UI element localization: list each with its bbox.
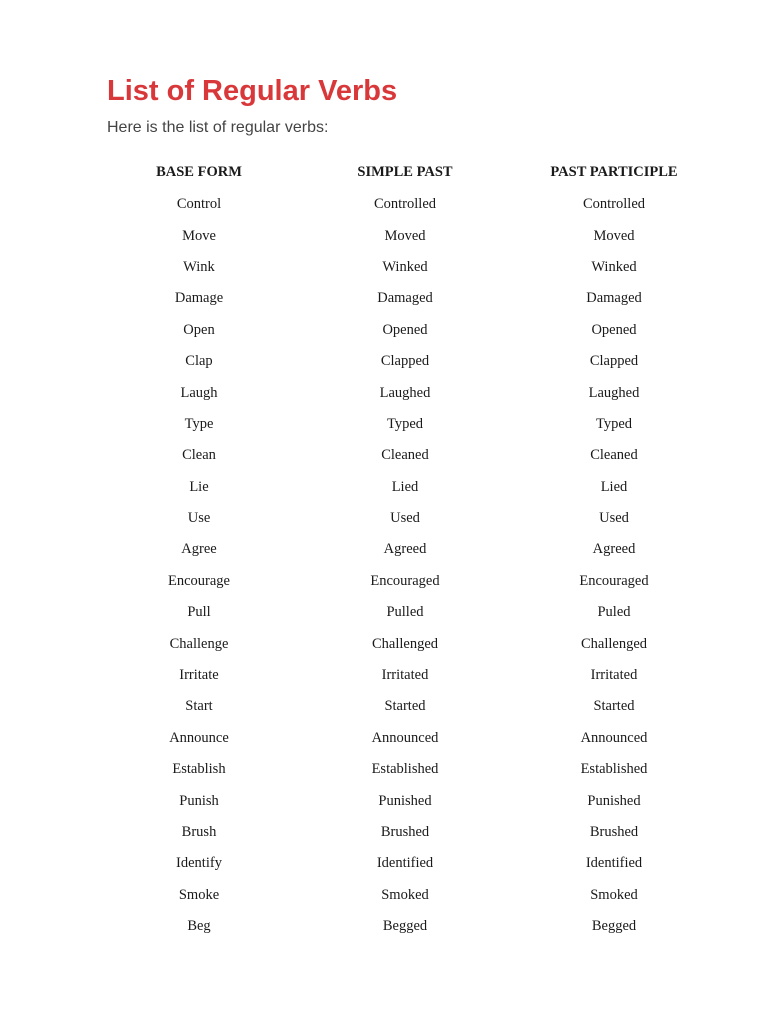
table-row	[96, 880, 720, 911]
past-participle-cell: Brushed	[589, 824, 639, 840]
header-row	[96, 156, 720, 189]
table-row	[96, 848, 720, 879]
table-row	[96, 723, 720, 754]
past-participle-cell: Irritated	[590, 667, 638, 684]
table-row	[96, 472, 720, 503]
base-form-cell: Clap	[185, 353, 213, 370]
past-participle-cell: Puled	[597, 604, 631, 621]
simple-past-cell: Laughed	[379, 384, 431, 401]
table-row	[96, 566, 720, 597]
base-form-cell: Start	[185, 698, 213, 715]
past-participle-cell: Used	[599, 510, 629, 527]
base-form-cell: Brush	[181, 824, 217, 840]
base-form-cell: Punish	[179, 792, 219, 809]
base-form-cell: Challenge	[169, 635, 229, 652]
table-row	[96, 628, 720, 659]
past-participle-cell: Started	[593, 698, 635, 715]
simple-past-cell: Used	[390, 510, 420, 527]
past-participle-cell: Announced	[580, 729, 648, 746]
base-form-cell: Laugh	[180, 384, 218, 401]
past-participle-cell: Laughed	[588, 384, 640, 401]
table-header	[96, 156, 720, 189]
header-past-participle: PAST PARTICIPLE	[550, 164, 678, 180]
past-participle-cell: Established	[580, 761, 648, 778]
simple-past-cell: Identified	[376, 855, 434, 872]
base-form-cell: Move	[182, 227, 216, 244]
simple-past-cell: Agreed	[383, 541, 427, 558]
simple-past-cell: Moved	[384, 227, 426, 244]
header-simple-past: SIMPLE PAST	[357, 164, 453, 180]
table-row	[96, 597, 720, 628]
intro-text: Here is the list of regular verbs:	[107, 119, 329, 136]
table-row	[96, 440, 720, 471]
table-row	[96, 315, 720, 346]
table-row	[96, 534, 720, 565]
simple-past-cell: Smoked	[381, 886, 429, 903]
simple-past-cell: Brushed	[380, 824, 430, 840]
base-form-cell: Lie	[189, 478, 209, 495]
past-participle-cell: Damaged	[586, 290, 642, 307]
past-participle-cell: Encouraged	[579, 572, 649, 589]
past-participle-cell: Punished	[587, 792, 641, 809]
base-form-cell: Agree	[181, 541, 217, 558]
simple-past-cell: Punished	[378, 792, 432, 809]
past-participle-cell: Identified	[585, 855, 643, 872]
simple-past-cell: Typed	[386, 415, 424, 432]
base-form-cell: Pull	[187, 604, 211, 621]
table-row	[96, 409, 720, 440]
simple-past-cell: Encouraged	[370, 572, 440, 589]
simple-past-cell: Opened	[382, 321, 428, 338]
base-form-cell: Damage	[174, 290, 224, 307]
simple-past-cell: Lied	[391, 478, 419, 495]
base-form-cell: Irritate	[179, 667, 219, 684]
past-participle-cell: Controlled	[582, 196, 646, 213]
past-participle-cell: Winked	[591, 258, 637, 275]
table-row	[96, 189, 720, 220]
simple-past-cell: Established	[371, 761, 439, 778]
simple-past-cell: Winked	[382, 258, 428, 275]
simple-past-cell: Begged	[382, 918, 428, 935]
page-title: List of Regular Verbs	[107, 75, 398, 107]
table-row	[96, 283, 720, 314]
past-participle-cell: Clapped	[589, 353, 639, 370]
table-row	[96, 660, 720, 691]
table-row	[96, 754, 720, 785]
table-row	[96, 785, 720, 816]
table-row	[96, 252, 720, 283]
past-participle-cell: Lied	[600, 478, 628, 495]
simple-past-cell: Controlled	[373, 196, 437, 213]
table-row	[96, 220, 720, 251]
simple-past-cell: Cleaned	[381, 447, 429, 464]
simple-past-cell: Started	[384, 698, 426, 715]
past-participle-cell: Smoked	[590, 886, 638, 903]
simple-past-cell: Pulled	[386, 604, 424, 621]
table-row	[96, 817, 720, 848]
simple-past-cell: Damaged	[377, 290, 433, 307]
base-form-cell: Encourage	[168, 572, 230, 589]
verb-table	[96, 156, 720, 942]
table-row	[96, 346, 720, 377]
past-participle-cell: Moved	[593, 227, 635, 244]
header-base-form: BASE FORM	[156, 164, 242, 180]
base-form-cell: Smoke	[178, 886, 220, 903]
table-row	[96, 503, 720, 534]
base-form-cell: Open	[183, 321, 215, 338]
base-form-cell: Establish	[172, 761, 226, 778]
simple-past-cell: Irritated	[381, 667, 429, 684]
simple-past-cell: Challenged	[371, 635, 439, 652]
past-participle-cell: Typed	[595, 415, 633, 432]
table-body	[96, 189, 720, 942]
base-form-cell: Type	[184, 415, 214, 432]
base-form-cell: Identify	[176, 855, 222, 872]
base-form-cell: Clean	[182, 447, 216, 464]
base-form-cell: Wink	[183, 258, 215, 275]
simple-past-cell: Clapped	[380, 353, 430, 370]
past-participle-cell: Agreed	[592, 541, 636, 558]
table-row	[96, 691, 720, 722]
past-participle-cell: Opened	[591, 321, 637, 338]
past-participle-cell: Begged	[591, 918, 637, 935]
table-row	[96, 911, 720, 942]
simple-past-cell: Announced	[371, 729, 439, 746]
base-form-cell: Control	[176, 196, 222, 213]
past-participle-cell: Challenged	[580, 635, 648, 652]
base-form-cell: Announce	[169, 729, 229, 746]
past-participle-cell: Cleaned	[590, 447, 638, 464]
base-form-cell: Use	[187, 510, 211, 527]
table-row	[96, 377, 720, 408]
base-form-cell: Beg	[187, 918, 211, 935]
